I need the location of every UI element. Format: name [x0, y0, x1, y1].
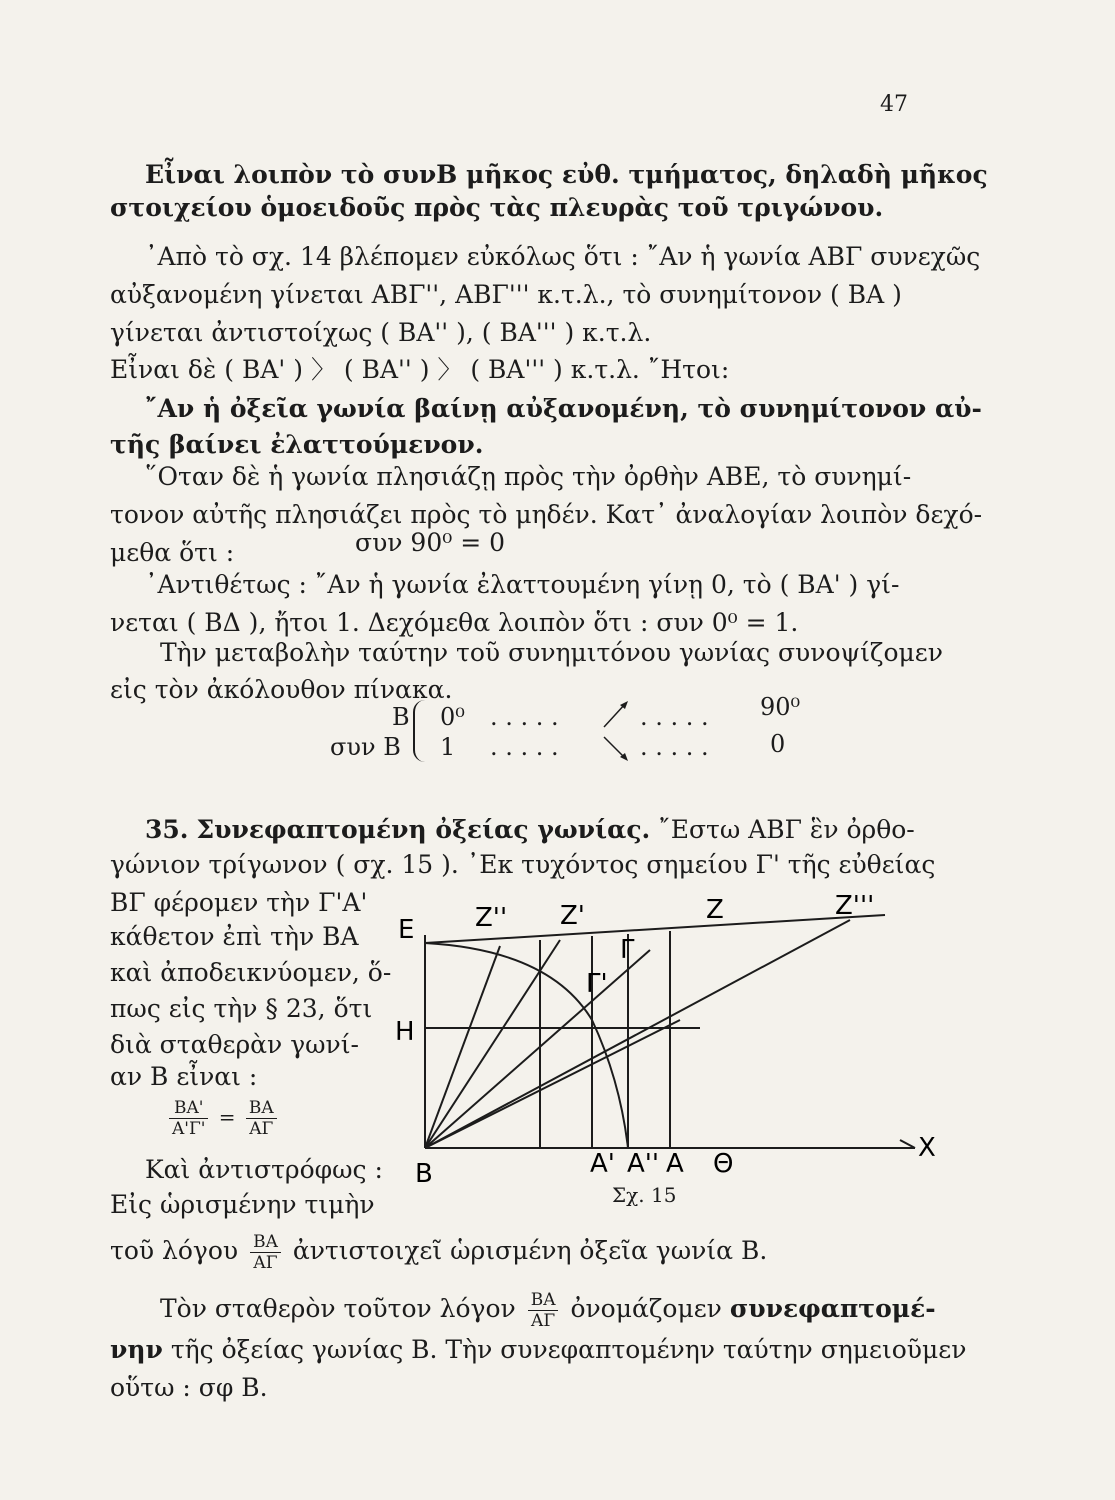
equals-sign: = — [218, 1105, 236, 1129]
table-brace — [413, 700, 429, 762]
para3-line1: ῎Αν ἡ ὀξεῖα γωνία βαίνῃ αὐξανομένη, τὸ συνημίτονον αὐ- — [145, 394, 982, 423]
figure-15 — [380, 880, 940, 1190]
table-row1-dots1: . . . . . — [490, 703, 559, 731]
label-z: Ζ — [706, 895, 724, 925]
line13-rest: τῆς ὀξείας γωνίας Β. Τὴν συνεφαπτομένην ταύτην σημειοῦμεν — [170, 1335, 967, 1364]
label-g1: Γ' — [586, 969, 608, 999]
label-a1: Α' — [590, 1149, 615, 1179]
page-number: 47 — [880, 92, 908, 117]
line11-end: ἀντιστοιχεῖ ὡρισμένη ὀξεῖα γωνία Β. — [292, 1236, 768, 1265]
section35-line10: Εἰς ὡρισμένην τιμὴν — [110, 1190, 375, 1219]
label-g: Γ — [620, 935, 635, 965]
para1-line2: στοιχείου ὁμοειδοῦς πρὸς τὰς πλευρὰς τοῦ τριγώνου. — [110, 193, 884, 222]
label-x: Χ — [918, 1133, 936, 1163]
axis-x-tick — [900, 1140, 915, 1148]
ratio-equation — [165, 1098, 281, 1139]
figure-caption: Σχ. 15 — [612, 1183, 677, 1207]
line11-start: τοῦ λόγου — [110, 1236, 239, 1265]
para2-line1: ᾿Απὸ τὸ σχ. 14 βλέπομεν εὐκόλως ὅτι : ῎Αν ἡ γωνία ΑΒΓ συνεχῶς — [145, 242, 981, 271]
ray-bz — [425, 950, 650, 1148]
section35-line6: πως εἰς τὴν § 23, ὅτι — [110, 994, 373, 1023]
para6-line1: Τὴν μεταβολὴν ταύτην τοῦ συνημιτόνου γωνίας συνοψίζομεν — [160, 638, 943, 667]
fraction-ba-ag: $\frac{BA}{A\Gamma}$ — [246, 1098, 277, 1139]
section35-line14: οὕτω : σφ Β. — [110, 1373, 268, 1402]
section-number: 35. — [145, 815, 189, 844]
section35-line1-rest: ῎Εστω ΑΒΓ ἓν ὀρθο- — [658, 815, 915, 844]
label-a: Α — [666, 1149, 684, 1179]
para4-line3a: μεθα ὅτι : — [110, 538, 235, 567]
para1-line1: Εἶναι λοιπὸν τὸ συνΒ μῆκος εὐθ. τμήματος, δηλαδὴ μῆκος — [145, 160, 988, 189]
ray-bz3 — [425, 920, 850, 1148]
table-row2-end: 0 — [770, 730, 786, 758]
table-arrows — [600, 697, 640, 767]
para4-line1: ῞Οταν δὲ ἡ γωνία πλησιάζῃ πρὸς τὴν ὀρθὴν ΑΒΕ, τὸ συνημί- — [145, 462, 912, 491]
term-cotangent: συνεφαπτομέ- — [729, 1294, 936, 1323]
table-row1-start: 0⁰ — [440, 703, 465, 731]
para2-line3: γίνεται ἀντιστοίχως ( ΒΑ'' ), ( ΒΑ''' ) κ.τ.λ. — [110, 318, 652, 347]
table-row1-end: 90⁰ — [760, 693, 801, 721]
label-h: Η — [395, 1017, 415, 1047]
label-z1: Ζ' — [560, 901, 585, 931]
term-cotangent-end: νην — [110, 1335, 163, 1364]
line12-mid: ὀνομάζομεν — [570, 1294, 722, 1323]
section35-line11 — [110, 1232, 767, 1273]
para4-line2: τονον αὐτῆς πλησιάζει πρὸς τὸ μηδέν. Κατ᾿ ἀναλογίαν λοιπὸν δεχό- — [110, 500, 983, 529]
para5-line1: ᾿Αντιθέτως : ῎Αν ἡ γωνία ἐλαττουμένη γίνῃ 0, τὸ ( ΒΑ' ) γί- — [145, 570, 900, 599]
line12-start: Τὸν σταθερὸν τοῦτον λόγον — [160, 1294, 516, 1323]
table-row2-label: συν Β — [330, 733, 401, 761]
table-row1-dots2: . . . . . — [640, 703, 709, 731]
fraction-ba-ag-2: $\frac{BA}{A\Gamma}$ — [250, 1232, 281, 1273]
cos90-equation: συν 90⁰ = 0 — [355, 528, 505, 557]
label-theta: Θ — [713, 1149, 734, 1179]
label-b: Β — [415, 1159, 433, 1189]
para6-line2: εἰς τὸν ἀκόλουθον πίνακα. — [110, 675, 453, 704]
section-title: Συνεφαπτομένη ὀξείας γωνίας. — [196, 815, 651, 844]
section35-line5: καὶ ἀποδεικνύομεν, ὅ- — [110, 958, 392, 987]
fraction-ba1-a1g1: $\frac{BA'}{A'\Gamma'}$ — [169, 1098, 208, 1139]
section35-line7: διὰ σταθερὰν γωνί- — [110, 1030, 359, 1059]
section35-line8: αν Β εἶναι : — [110, 1062, 258, 1091]
table-row1-label: Β — [392, 703, 410, 731]
label-z3: Ζ''' — [835, 891, 875, 921]
fraction-ba-ag-3: $\frac{BA}{A\Gamma}$ — [528, 1290, 559, 1331]
para3-line2: τῆς βαίνει ἐλαττούμενον. — [110, 430, 484, 459]
section35-line9: Καὶ ἀντιστρόφως : — [145, 1155, 383, 1184]
ray-bz2 — [425, 946, 500, 1148]
table-row2-start: 1 — [440, 733, 456, 761]
para2-line2: αὐξανομένη γίνεται ΑΒΓ'', ΑΒΓ''' κ.τ.λ., τὸ συνημίτονον ( ΒΑ ) — [110, 280, 902, 309]
label-z2: Ζ'' — [475, 903, 508, 933]
section35-line13 — [110, 1335, 966, 1365]
section35-line1 — [145, 815, 915, 845]
table-row2-dots2: . . . . . — [640, 733, 709, 761]
ray-bg — [425, 1020, 680, 1148]
section35-line12 — [160, 1290, 936, 1331]
para2-line4: Εἶναι δὲ ( ΒΑ' ) 〉 ( ΒΑ'' ) 〉 ( ΒΑ''' ) κ.τ.λ. ῎Ητοι: — [110, 355, 730, 384]
label-e: Ε — [398, 915, 415, 945]
label-a2: Α'' — [627, 1149, 660, 1179]
section35-line3: ΒΓ φέρομεν τὴν Γ'Α' — [110, 888, 368, 917]
table-row2-dots1: . . . . . — [490, 733, 559, 761]
para5-line2: νεται ( ΒΔ ), ἤτοι 1. Δεχόμεθα λοιπὸν ὅτι : συν 0⁰ = 1. — [110, 608, 799, 637]
section35-line2: γώνιον τρίγωνον ( σχ. 15 ). ᾿Εκ τυχόντος σημείου Γ' τῆς εὐθείας — [110, 850, 936, 879]
section35-line4: κάθετον ἐπὶ τὴν ΒΑ — [110, 922, 359, 951]
